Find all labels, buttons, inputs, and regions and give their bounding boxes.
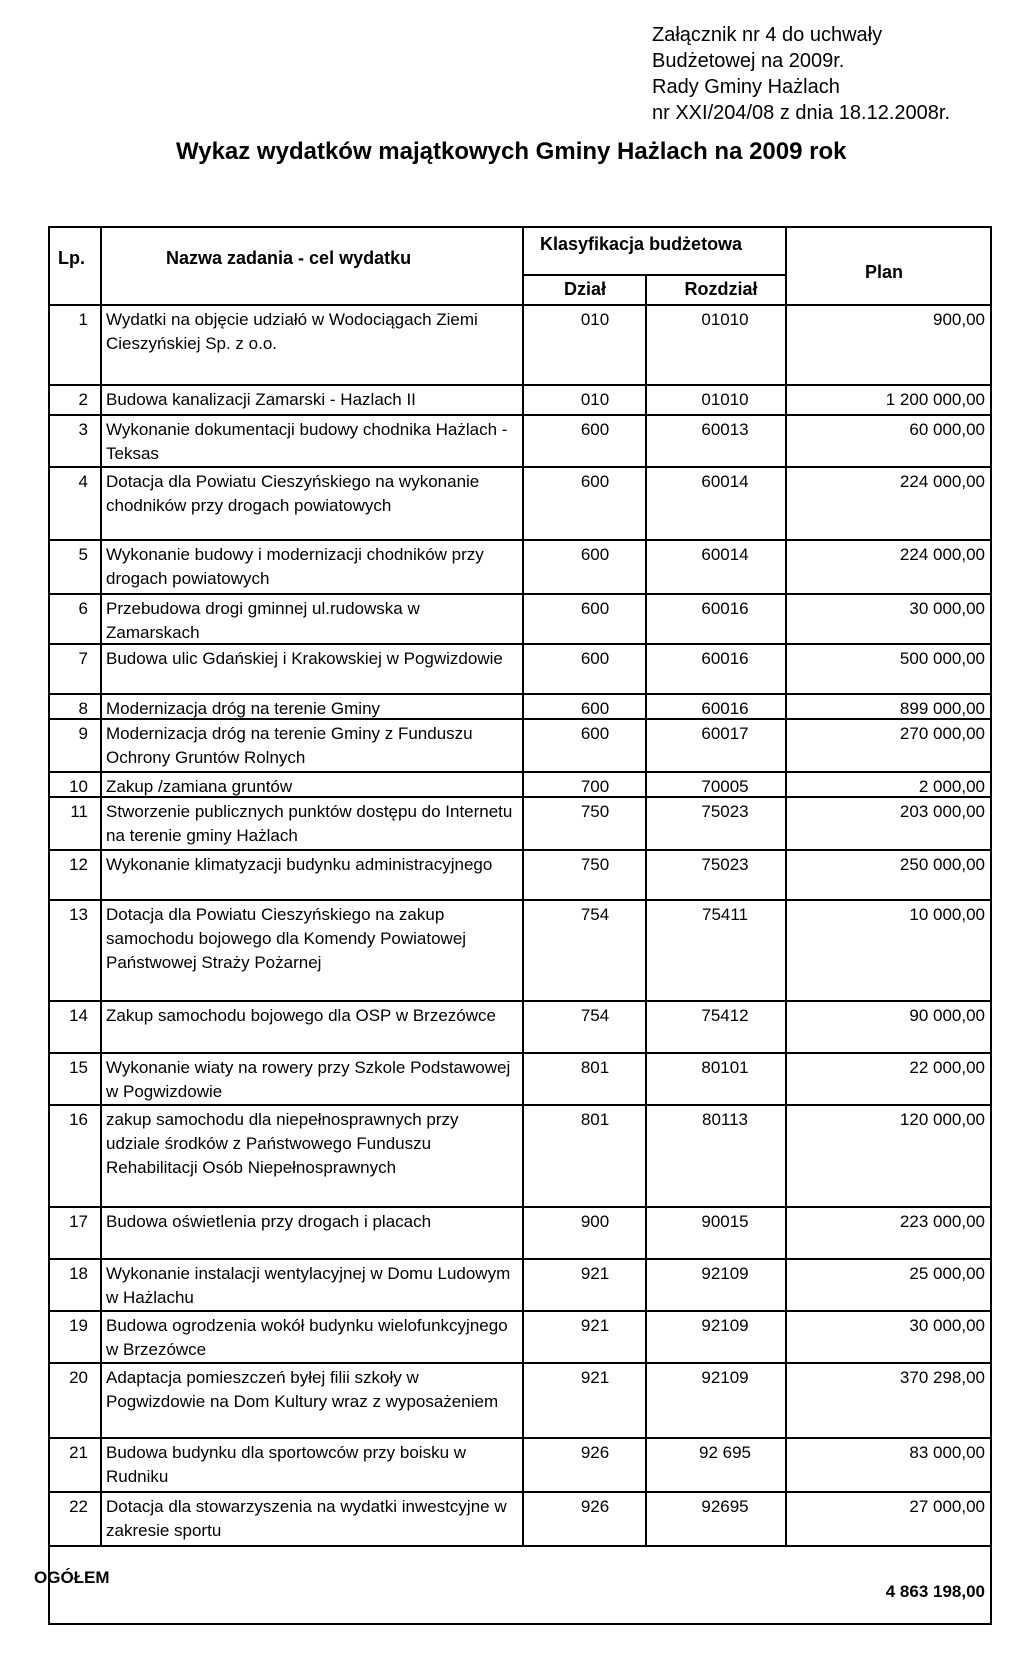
- row-name: Przebudowa drogi gminnej ul.rudowska w Zamarskach: [106, 599, 420, 642]
- row-rozdzial: 92 695: [699, 1443, 751, 1462]
- column-divider-dzial: [645, 274, 647, 1545]
- row-dzial: 754: [580, 905, 610, 924]
- row-plan: 370 298,00: [899, 1368, 985, 1387]
- header-plan: Plan: [865, 262, 904, 282]
- row-dzial: 600: [580, 724, 610, 743]
- row-name: Adaptacja pomieszczeń byłej filii szkoły w Pogwizdowie na Dom Kultury wraz z wyposażeniem: [106, 1368, 499, 1411]
- row-rozdzial: 60016: [701, 649, 749, 668]
- row-lp: 14: [69, 1006, 88, 1025]
- row-rozdzial: 80113: [701, 1110, 748, 1129]
- row-divider: [48, 593, 992, 595]
- row-lp: 2: [78, 390, 88, 409]
- row-divider: [48, 1491, 992, 1493]
- row-name: Wykonanie budowy i modernizacji chodników przy drogach powiatowych: [106, 545, 484, 588]
- row-name: Dotacja dla Powiatu Cieszyńskiego na zakup samochodu bojowego dla Komendy Powiatowej Państwowej Straży Pożarnej: [106, 905, 467, 972]
- row-plan: 1 200 000,00: [885, 390, 985, 409]
- row-dzial: 750: [580, 855, 610, 874]
- row-rozdzial: 92109: [701, 1316, 749, 1335]
- row-divider: [48, 849, 992, 851]
- row-name: Wykonanie dokumentacji budowy chodnika Hażlach - Teksas: [106, 420, 508, 463]
- row-dzial: 921: [580, 1264, 610, 1283]
- row-divider: [48, 1310, 992, 1312]
- row-name: Wykonanie klimatyzacji budynku administracyjnego: [106, 855, 493, 874]
- row-name: Budowa oświetlenia przy drogach i placach: [106, 1212, 432, 1231]
- row-plan: 223 000,00: [899, 1212, 985, 1231]
- row-name: Modernizacja dróg na terenie Gminy z Funduszu Ochrony Gruntów Rolnych: [106, 724, 473, 767]
- header-rozdzial: Rozdział: [684, 279, 758, 299]
- row-lp: 1: [78, 310, 88, 329]
- document-title: Wykaz wydatków majątkowych Gminy Hażlach na 2009 rok: [176, 138, 847, 165]
- header-dzial: Dział: [563, 279, 606, 299]
- row-lp: 10: [69, 777, 88, 796]
- row-lp: 16: [69, 1110, 88, 1129]
- row-dzial: 600: [580, 599, 610, 618]
- row-lp: 19: [69, 1316, 88, 1335]
- row-plan: 250 000,00: [899, 855, 985, 874]
- row-dzial: 600: [580, 472, 610, 491]
- row-rozdzial: 75023: [701, 802, 749, 821]
- header-name: Nazwa zadania - cel wydatku: [166, 248, 412, 268]
- row-lp: 13: [69, 905, 88, 924]
- row-name: Wydatki na objęcie udziałó w Wodociągach Ziemi Cieszyńskiej Sp. z o.o.: [106, 310, 478, 353]
- row-divider: [48, 693, 992, 695]
- attachment-line-1: Załącznik nr 4 do uchwały: [652, 24, 883, 46]
- total-value: 4 863 198,00: [885, 1582, 985, 1601]
- row-divider: [48, 1437, 992, 1439]
- row-dzial: 754: [580, 1006, 610, 1025]
- row-divider: [48, 771, 992, 773]
- header-divider: [522, 274, 785, 276]
- row-rozdzial: 75023: [701, 855, 749, 874]
- row-dzial: 801: [580, 1058, 610, 1077]
- header-bottom-line: [48, 304, 992, 306]
- row-rozdzial: 60016: [701, 699, 749, 718]
- row-plan: 500 000,00: [899, 649, 985, 668]
- attachment-line-2: Budżetowej na 2009r.: [652, 50, 845, 72]
- row-divider: [48, 1104, 992, 1106]
- row-divider: [48, 414, 992, 416]
- row-lp: 20: [69, 1368, 88, 1387]
- row-dzial: 921: [580, 1316, 610, 1335]
- attachment-line-4: nr XXI/204/08 z dnia 18.12.2008r.: [652, 102, 950, 124]
- row-rozdzial: 75412: [701, 1006, 749, 1025]
- total-label: OGÓŁEM: [34, 1568, 110, 1587]
- row-plan: 60 000,00: [909, 420, 985, 439]
- header-classification: Klasyfikacja budżetowa: [540, 234, 743, 254]
- row-dzial: 600: [580, 699, 610, 718]
- row-name: Dotacja dla stowarzyszenia na wydatki inwestcyjne w zakresie sportu: [106, 1497, 507, 1540]
- row-lp: 12: [69, 855, 88, 874]
- row-rozdzial: 60016: [701, 599, 749, 618]
- row-rozdzial: 90015: [701, 1212, 749, 1231]
- column-divider-rozdzial: [785, 226, 787, 1545]
- row-rozdzial: 60017: [701, 724, 749, 743]
- row-plan: 270 000,00: [899, 724, 985, 743]
- row-plan: 224 000,00: [899, 545, 985, 564]
- row-name: Budowa ulic Gdańskiej i Krakowskiej w Pogwizdowie: [106, 649, 503, 668]
- row-plan: 2 000,00: [918, 777, 985, 796]
- row-divider: [48, 899, 992, 901]
- row-rozdzial: 70005: [701, 777, 749, 796]
- column-divider-lp: [100, 226, 102, 1545]
- row-name: Budowa kanalizacji Zamarski - Hazlach II: [106, 390, 416, 409]
- row-divider: [48, 466, 992, 468]
- row-plan: 83 000,00: [909, 1443, 985, 1462]
- row-plan: 900,00: [933, 310, 985, 329]
- row-divider: [48, 1362, 992, 1364]
- row-plan: 25 000,00: [909, 1264, 985, 1283]
- row-dzial: 926: [580, 1443, 610, 1462]
- header-lp: Lp.: [58, 248, 85, 268]
- column-divider-name: [522, 226, 524, 1545]
- attachment-line-3: Rady Gminy Hażlach: [652, 76, 840, 98]
- row-lp: 8: [78, 699, 88, 718]
- row-divider: [48, 1000, 992, 1002]
- row-rozdzial: 60014: [701, 472, 749, 491]
- row-rozdzial: 60014: [701, 545, 749, 564]
- row-lp: 5: [78, 545, 88, 564]
- row-dzial: 600: [580, 545, 610, 564]
- row-name: Zakup /zamiana gruntów: [106, 777, 293, 796]
- row-name: Wykonanie wiaty na rowery przy Szkole Podstawowej w Pogwizdowie: [106, 1058, 511, 1101]
- row-plan: 90 000,00: [909, 1006, 985, 1025]
- row-lp: 6: [78, 599, 88, 618]
- row-lp: 11: [70, 802, 88, 821]
- row-dzial: 600: [580, 649, 610, 668]
- row-dzial: 700: [580, 777, 610, 796]
- row-plan: 899 000,00: [899, 699, 985, 718]
- row-lp: 17: [69, 1212, 88, 1231]
- row-name: Modernizacja dróg na terenie Gminy: [106, 699, 381, 718]
- row-rozdzial: 01010: [701, 390, 749, 409]
- row-lp: 4: [78, 472, 88, 491]
- row-divider: [48, 539, 992, 541]
- row-divider: [48, 384, 992, 386]
- row-lp: 9: [78, 724, 88, 743]
- row-dzial: 750: [580, 802, 610, 821]
- row-lp: 15: [69, 1058, 88, 1077]
- row-lp: 7: [78, 649, 88, 668]
- row-name: Wykonanie instalacji wentylacyjnej w Domu Ludowym w Hażlachu: [106, 1264, 511, 1307]
- row-plan: 22 000,00: [909, 1058, 985, 1077]
- row-dzial: 900: [580, 1212, 610, 1231]
- row-plan: 30 000,00: [909, 599, 985, 618]
- row-divider: [48, 1258, 992, 1260]
- row-dzial: 801: [580, 1110, 610, 1129]
- row-name: Dotacja dla Powiatu Cieszyńskiego na wykonanie chodników przy drogach powiatowych: [106, 472, 480, 515]
- attachment-note: [652, 22, 950, 126]
- row-rozdzial: 92109: [701, 1368, 749, 1387]
- row-dzial: 010: [580, 390, 610, 409]
- row-dzial: 600: [580, 420, 610, 439]
- row-name: Stworzenie publicznych punktów dostępu do Internetu na terenie gminy Hażlach: [106, 802, 513, 845]
- row-plan: 30 000,00: [909, 1316, 985, 1335]
- row-divider: [48, 1052, 992, 1054]
- row-divider: [48, 1545, 992, 1547]
- row-name: zakup samochodu dla niepełnosprawnych przy udziale środków z Państwowego Funduszu Rehabilitacji Osób Niepełnosprawnych: [106, 1110, 459, 1177]
- row-lp: 22: [69, 1497, 88, 1516]
- row-plan: 203 000,00: [899, 802, 985, 821]
- row-dzial: 926: [580, 1497, 610, 1516]
- row-lp: 21: [69, 1443, 88, 1462]
- row-name: Zakup samochodu bojowego dla OSP w Brzezówce: [106, 1006, 496, 1025]
- row-lp: 3: [78, 420, 88, 439]
- row-lp: 18: [69, 1264, 88, 1283]
- row-dzial: 921: [580, 1368, 610, 1387]
- row-plan: 224 000,00: [899, 472, 985, 491]
- row-rozdzial: 92695: [701, 1497, 749, 1516]
- row-plan: 27 000,00: [909, 1497, 985, 1516]
- row-dzial: 010: [580, 310, 610, 329]
- row-name: Budowa budynku dla sportowców przy boisku w Rudniku: [106, 1443, 467, 1486]
- row-divider: [48, 1206, 992, 1208]
- row-plan: 120 000,00: [899, 1110, 985, 1129]
- row-name: Budowa ogrodzenia wokół budynku wielofunkcyjnego w Brzezówce: [106, 1316, 508, 1359]
- row-rozdzial: 60013: [701, 420, 749, 439]
- row-rozdzial: 01010: [701, 310, 749, 329]
- row-plan: 10 000,00: [909, 905, 985, 924]
- row-rozdzial: 75411: [701, 905, 748, 924]
- row-rozdzial: 92109: [701, 1264, 749, 1283]
- row-rozdzial: 80101: [701, 1058, 749, 1077]
